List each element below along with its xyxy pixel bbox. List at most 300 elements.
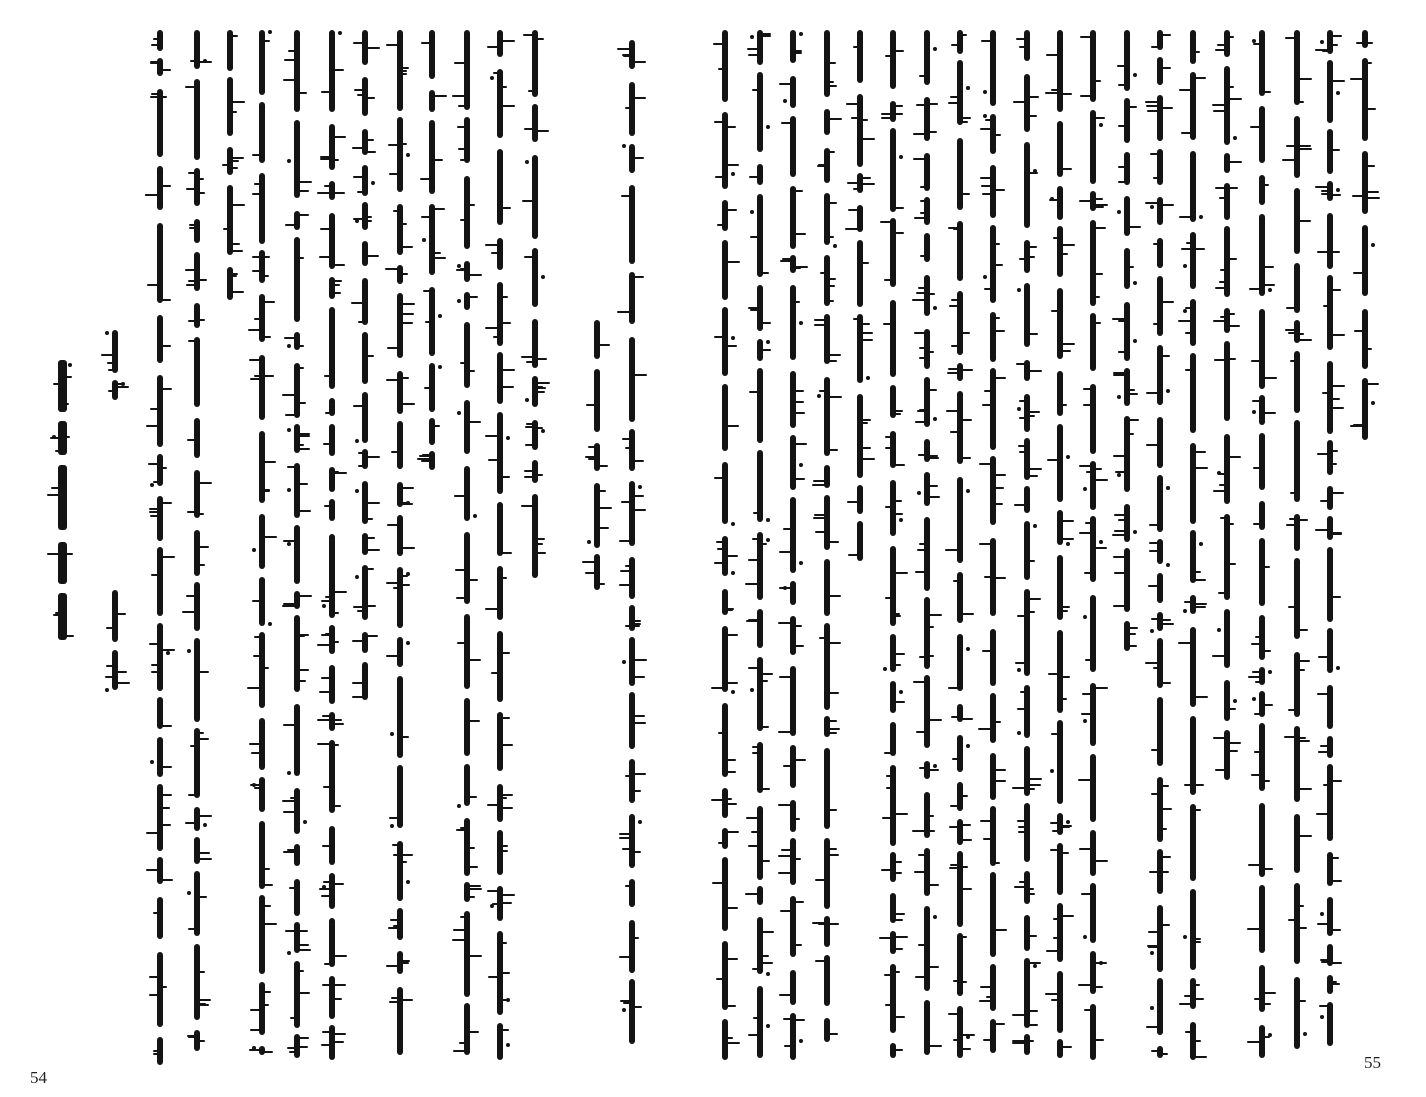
glyph-tooth xyxy=(1264,91,1271,93)
glyph-tooth xyxy=(117,613,126,615)
glyph-tooth xyxy=(1320,959,1328,961)
word-stroke xyxy=(157,375,163,447)
glyph-tooth xyxy=(1012,1040,1025,1042)
diacritic-dot xyxy=(899,518,903,522)
glyph-tooth xyxy=(469,370,475,372)
glyph-tooth xyxy=(1048,673,1058,675)
diacritic-dot xyxy=(541,275,545,279)
word-stroke xyxy=(1259,106,1265,163)
glyph-tooth xyxy=(367,605,376,607)
glyph-tooth xyxy=(1095,322,1101,324)
glyph-tooth xyxy=(1299,101,1304,103)
diacritic-dot xyxy=(287,951,291,955)
glyph-tooth xyxy=(929,485,938,487)
word-stroke xyxy=(1294,814,1300,873)
glyph-tooth xyxy=(1113,605,1125,607)
glyph-tooth xyxy=(223,228,228,230)
word-stroke xyxy=(1362,378,1368,440)
glyph-tooth xyxy=(1085,659,1091,661)
glyph-tooth xyxy=(322,1031,330,1033)
diacritic-dot xyxy=(587,540,591,544)
diacritic-dot xyxy=(1268,670,1272,674)
glyph-tooth xyxy=(1046,54,1058,56)
glyph-tooth xyxy=(1146,105,1158,107)
glyph-tooth xyxy=(321,895,330,897)
glyph-tooth xyxy=(469,896,475,898)
glyph-tooth xyxy=(995,189,1005,191)
word-stroke xyxy=(1024,958,1030,1028)
glyph-tooth xyxy=(951,299,958,301)
word-stroke xyxy=(824,916,830,947)
glyph-tooth xyxy=(162,807,170,809)
glyph-tooth xyxy=(299,257,304,259)
word-stroke xyxy=(1327,60,1333,123)
diacritic-dot xyxy=(1017,668,1021,672)
glyph-tooth xyxy=(1151,1050,1158,1052)
glyph-tooth xyxy=(1254,713,1260,715)
glyph-tooth xyxy=(1079,200,1091,202)
word-stroke xyxy=(1362,151,1368,214)
word-stroke xyxy=(1090,830,1096,876)
glyph-tooth xyxy=(1229,563,1236,565)
glyph-tooth xyxy=(502,797,507,799)
glyph-tooth xyxy=(264,868,270,870)
diacritic-dot xyxy=(766,1024,770,1028)
glyph-tooth xyxy=(818,164,825,166)
diacritic-dot xyxy=(1252,410,1256,414)
word-stroke xyxy=(1190,530,1196,583)
word-stroke xyxy=(497,69,503,138)
word-stroke xyxy=(890,852,896,882)
glyph-tooth xyxy=(929,496,940,498)
glyph-tooth xyxy=(718,68,723,70)
word-stroke xyxy=(629,481,635,546)
glyph-tooth xyxy=(585,572,595,574)
word-stroke xyxy=(890,765,896,846)
glyph-tooth xyxy=(453,929,465,931)
glyph-tooth xyxy=(718,732,723,734)
word-stroke xyxy=(362,241,368,266)
glyph-tooth xyxy=(749,391,758,393)
glyph-tooth xyxy=(434,257,446,259)
glyph-tooth xyxy=(717,224,723,226)
glyph-tooth xyxy=(984,390,991,392)
glyph-tooth xyxy=(1051,310,1058,312)
word-stroke xyxy=(1024,915,1030,951)
diacritic-dot xyxy=(638,485,642,489)
glyph-tooth xyxy=(391,997,398,999)
glyph-tooth xyxy=(321,91,330,93)
glyph-tooth xyxy=(1051,89,1058,91)
glyph-tooth xyxy=(634,157,644,159)
glyph-tooth xyxy=(367,518,373,520)
glyph-tooth xyxy=(151,671,158,673)
glyph-tooth xyxy=(199,482,212,484)
glyph-tooth xyxy=(528,90,533,92)
glyph-tooth xyxy=(321,677,330,679)
glyph-tooth xyxy=(283,811,295,813)
glyph-tooth xyxy=(502,105,515,107)
glyph-tooth xyxy=(1113,372,1125,374)
glyph-tooth xyxy=(778,731,791,733)
diacritic-dot xyxy=(1303,1032,1307,1036)
glyph-tooth xyxy=(47,553,60,555)
glyph-tooth xyxy=(1219,484,1225,486)
glyph-tooth xyxy=(284,337,295,339)
glyph-tooth xyxy=(1356,42,1363,44)
word-stroke xyxy=(1024,438,1030,480)
word-stroke xyxy=(1190,232,1196,289)
glyph-tooth xyxy=(1299,333,1304,335)
glyph-tooth xyxy=(524,256,533,258)
glyph-tooth xyxy=(1019,46,1025,48)
glyph-tooth xyxy=(1299,519,1308,521)
word-stroke xyxy=(990,872,996,957)
glyph-tooth xyxy=(334,805,341,807)
word-stroke xyxy=(464,532,470,604)
glyph-tooth xyxy=(1118,519,1125,521)
glyph-tooth xyxy=(1195,248,1205,250)
glyph-tooth xyxy=(460,916,465,918)
glyph-tooth xyxy=(986,996,991,998)
glyph-tooth xyxy=(402,303,415,305)
diacritic-dot xyxy=(966,647,970,651)
word-stroke xyxy=(1259,175,1265,205)
glyph-tooth xyxy=(829,396,842,398)
glyph-tooth xyxy=(619,837,630,839)
glyph-tooth xyxy=(299,402,306,404)
glyph-tooth xyxy=(151,44,158,46)
word-stroke xyxy=(1090,1004,1096,1060)
glyph-tooth xyxy=(745,583,758,585)
glyph-tooth xyxy=(185,269,195,271)
glyph-tooth xyxy=(995,474,1006,476)
glyph-tooth xyxy=(387,347,398,349)
glyph-tooth xyxy=(1148,946,1158,948)
glyph-tooth xyxy=(862,419,871,421)
glyph-tooth xyxy=(64,635,74,637)
chapter-subtitle: ᠪᠠᠭᠰᠢ ᠨᠠᠷ xyxy=(1,4,6,5)
word-stroke xyxy=(497,830,503,875)
glyph-tooth xyxy=(187,439,195,441)
glyph-tooth xyxy=(1118,351,1125,353)
glyph-tooth xyxy=(727,803,737,805)
glyph-tooth xyxy=(1229,742,1241,744)
glyph-tooth xyxy=(199,279,207,281)
word-stroke xyxy=(329,181,335,200)
diacritic-dot xyxy=(1083,615,1087,619)
glyph-tooth xyxy=(1112,318,1125,320)
glyph-tooth xyxy=(953,1039,958,1041)
glyph-tooth xyxy=(325,596,330,598)
glyph-tooth xyxy=(762,322,771,324)
glyph-tooth xyxy=(829,1033,838,1035)
glyph-tooth xyxy=(762,955,769,957)
word-stroke xyxy=(194,168,200,206)
glyph-tooth xyxy=(51,487,60,489)
glyph-tooth xyxy=(264,375,274,377)
diacritic-dot xyxy=(750,210,754,214)
glyph-tooth xyxy=(434,208,445,210)
word-stroke xyxy=(1024,283,1030,347)
glyph-tooth xyxy=(232,101,245,103)
word-stroke xyxy=(497,238,503,270)
glyph-tooth xyxy=(1195,998,1204,1000)
glyph-tooth xyxy=(1062,343,1075,345)
word-stroke xyxy=(497,712,503,771)
glyph-tooth xyxy=(199,192,205,194)
glyph-tooth xyxy=(1332,35,1342,37)
glyph-tooth xyxy=(929,830,935,832)
word-stroke xyxy=(1190,72,1196,140)
glyph-tooth xyxy=(162,467,167,469)
word-stroke xyxy=(990,456,996,525)
glyph-tooth xyxy=(1083,388,1091,390)
glyph-tooth xyxy=(781,122,791,124)
glyph-tooth xyxy=(1014,886,1025,888)
word-stroke xyxy=(397,908,403,940)
glyph-tooth xyxy=(1029,333,1038,335)
glyph-tooth xyxy=(585,456,595,458)
diacritic-dot xyxy=(1320,40,1324,44)
glyph-tooth xyxy=(460,159,465,161)
glyph-tooth xyxy=(795,443,807,445)
diacritic-dot xyxy=(983,90,987,94)
glyph-tooth xyxy=(367,97,375,99)
glyph-tooth xyxy=(929,719,942,721)
glyph-tooth xyxy=(469,579,478,581)
word-stroke xyxy=(1157,905,1163,972)
glyph-tooth xyxy=(290,797,295,799)
glyph-tooth xyxy=(502,369,515,371)
glyph-tooth xyxy=(929,614,942,616)
diacritic-dot xyxy=(1150,205,1154,209)
glyph-tooth xyxy=(1352,195,1363,197)
glyph-tooth xyxy=(185,86,195,88)
glyph-tooth xyxy=(299,435,310,437)
word-stroke xyxy=(294,363,300,418)
glyph-tooth xyxy=(951,44,958,46)
glyph-tooth xyxy=(1367,62,1372,64)
glyph-tooth xyxy=(847,501,858,503)
glyph-tooth xyxy=(781,849,791,851)
word-stroke xyxy=(1124,98,1130,143)
word-stroke xyxy=(1327,440,1333,475)
word-stroke xyxy=(1259,615,1265,660)
glyph-tooth xyxy=(950,805,958,807)
diacritic-dot xyxy=(799,561,803,565)
word-stroke xyxy=(259,514,265,569)
glyph-tooth xyxy=(920,200,925,202)
glyph-tooth xyxy=(753,512,758,514)
diacritic-dot xyxy=(1320,1015,1324,1019)
glyph-tooth xyxy=(1062,698,1067,700)
glyph-tooth xyxy=(1320,500,1328,502)
diacritic-dot xyxy=(1033,169,1037,173)
glyph-tooth xyxy=(1016,38,1025,40)
glyph-tooth xyxy=(727,209,737,211)
glyph-tooth xyxy=(1162,1053,1168,1055)
glyph-tooth xyxy=(727,1042,740,1044)
glyph-tooth xyxy=(248,329,260,331)
glyph-tooth xyxy=(502,1029,509,1031)
glyph-tooth xyxy=(402,960,410,962)
glyph-tooth xyxy=(537,382,550,384)
glyph-tooth xyxy=(625,107,630,109)
glyph-tooth xyxy=(848,554,858,556)
glyph-tooth xyxy=(502,845,508,847)
glyph-tooth xyxy=(353,42,363,44)
glyph-tooth xyxy=(948,102,958,104)
glyph-tooth xyxy=(634,722,646,724)
glyph-tooth xyxy=(1081,713,1091,715)
glyph-tooth xyxy=(953,580,958,582)
word-stroke xyxy=(924,275,930,316)
glyph-tooth xyxy=(848,209,858,211)
glyph-tooth xyxy=(1220,269,1225,271)
glyph-tooth xyxy=(1016,363,1025,365)
glyph-tooth xyxy=(1162,856,1171,858)
glyph-tooth xyxy=(1332,289,1341,291)
diacritic-dot xyxy=(731,571,735,575)
glyph-tooth xyxy=(1019,451,1025,453)
glyph-tooth xyxy=(391,451,398,453)
word-stroke xyxy=(1190,30,1196,64)
word-stroke xyxy=(722,384,728,451)
glyph-tooth xyxy=(323,443,330,445)
diacritic-dot xyxy=(731,690,735,694)
glyph-tooth xyxy=(829,354,841,356)
glyph-tooth xyxy=(1195,451,1206,453)
glyph-tooth xyxy=(1062,520,1074,522)
glyph-tooth xyxy=(1229,98,1242,100)
word-stroke xyxy=(857,30,863,83)
glyph-tooth xyxy=(929,293,935,295)
glyph-tooth xyxy=(1084,572,1091,574)
glyph-tooth xyxy=(895,207,904,209)
diacritic-dot xyxy=(783,99,787,103)
word-stroke xyxy=(464,117,470,163)
glyph-tooth xyxy=(829,854,839,856)
glyph-tooth xyxy=(452,939,465,941)
glyph-tooth xyxy=(1114,530,1125,532)
word-stroke xyxy=(990,312,996,362)
glyph-tooth xyxy=(1179,216,1191,218)
glyph-tooth xyxy=(1146,1026,1158,1028)
glyph-tooth xyxy=(1320,745,1328,747)
glyph-tooth xyxy=(1178,642,1191,644)
glyph-tooth xyxy=(795,944,802,946)
word-stroke xyxy=(157,623,163,691)
glyph-tooth xyxy=(264,275,269,277)
diacritic-dot xyxy=(525,160,529,164)
glyph-tooth xyxy=(819,637,825,639)
glyph-tooth xyxy=(1264,266,1274,268)
glyph-tooth xyxy=(829,236,834,238)
word-stroke xyxy=(1190,627,1196,707)
glyph-tooth xyxy=(1147,110,1158,112)
glyph-tooth xyxy=(1215,287,1225,289)
word-stroke xyxy=(294,332,300,350)
glyph-tooth xyxy=(1019,400,1025,402)
word-stroke xyxy=(722,307,728,376)
diacritic-dot xyxy=(490,904,494,908)
glyph-tooth xyxy=(919,409,925,411)
word-stroke xyxy=(259,431,265,503)
diacritic-dot xyxy=(1133,530,1137,534)
word-stroke xyxy=(294,704,300,776)
glyph-tooth xyxy=(388,144,398,146)
word-stroke xyxy=(629,692,635,749)
glyph-tooth xyxy=(1095,296,1100,298)
glyph-tooth xyxy=(1114,514,1125,516)
glyph-tooth xyxy=(299,930,308,932)
word-stroke xyxy=(497,412,503,494)
glyph-tooth xyxy=(502,577,507,579)
word-stroke xyxy=(429,120,435,194)
glyph-tooth xyxy=(711,799,723,801)
glyph-tooth xyxy=(727,1037,733,1039)
glyph-tooth xyxy=(1078,984,1091,986)
glyph-tooth xyxy=(1367,108,1376,110)
diacritic-dot xyxy=(390,732,394,736)
glyph-tooth xyxy=(950,864,958,866)
glyph-tooth xyxy=(537,130,549,132)
glyph-tooth xyxy=(962,121,968,123)
diacritic-dot xyxy=(899,690,903,694)
glyph-tooth xyxy=(1332,251,1340,253)
glyph-tooth xyxy=(1053,937,1058,939)
word-stroke xyxy=(1327,486,1333,510)
glyph-tooth xyxy=(322,845,330,847)
word-stroke xyxy=(1157,475,1163,532)
glyph-tooth xyxy=(853,188,858,190)
word-stroke xyxy=(924,597,930,669)
glyph-tooth xyxy=(393,210,398,212)
diacritic-dot xyxy=(966,1035,970,1039)
glyph-tooth xyxy=(895,50,904,52)
glyph-tooth xyxy=(847,182,858,184)
glyph-tooth xyxy=(929,455,938,457)
glyph-tooth xyxy=(912,830,925,832)
glyph-tooth xyxy=(1332,398,1340,400)
glyph-tooth xyxy=(1247,1041,1260,1043)
glyph-tooth xyxy=(288,50,295,52)
diacritic-dot xyxy=(166,651,170,655)
diacritic-dot xyxy=(438,365,442,369)
glyph-tooth xyxy=(1332,492,1344,494)
glyph-tooth xyxy=(162,725,172,727)
word-stroke xyxy=(1327,736,1333,758)
glyph-tooth xyxy=(502,902,512,904)
word-stroke xyxy=(397,765,403,828)
glyph-tooth xyxy=(402,487,414,489)
glyph-tooth xyxy=(1162,301,1174,303)
glyph-tooth xyxy=(1288,709,1295,711)
glyph-tooth xyxy=(920,212,925,214)
glyph-tooth xyxy=(995,264,1003,266)
glyph-tooth xyxy=(727,608,734,610)
diacritic-dot xyxy=(1233,699,1237,703)
glyph-tooth xyxy=(1229,313,1235,315)
diacritic-dot xyxy=(766,518,770,522)
diacritic-dot xyxy=(1217,628,1221,632)
word-stroke xyxy=(924,906,930,991)
glyph-tooth xyxy=(199,671,209,673)
glyph-tooth xyxy=(1195,579,1206,581)
diacritic-dot xyxy=(1050,197,1054,201)
glyph-tooth xyxy=(537,391,545,393)
